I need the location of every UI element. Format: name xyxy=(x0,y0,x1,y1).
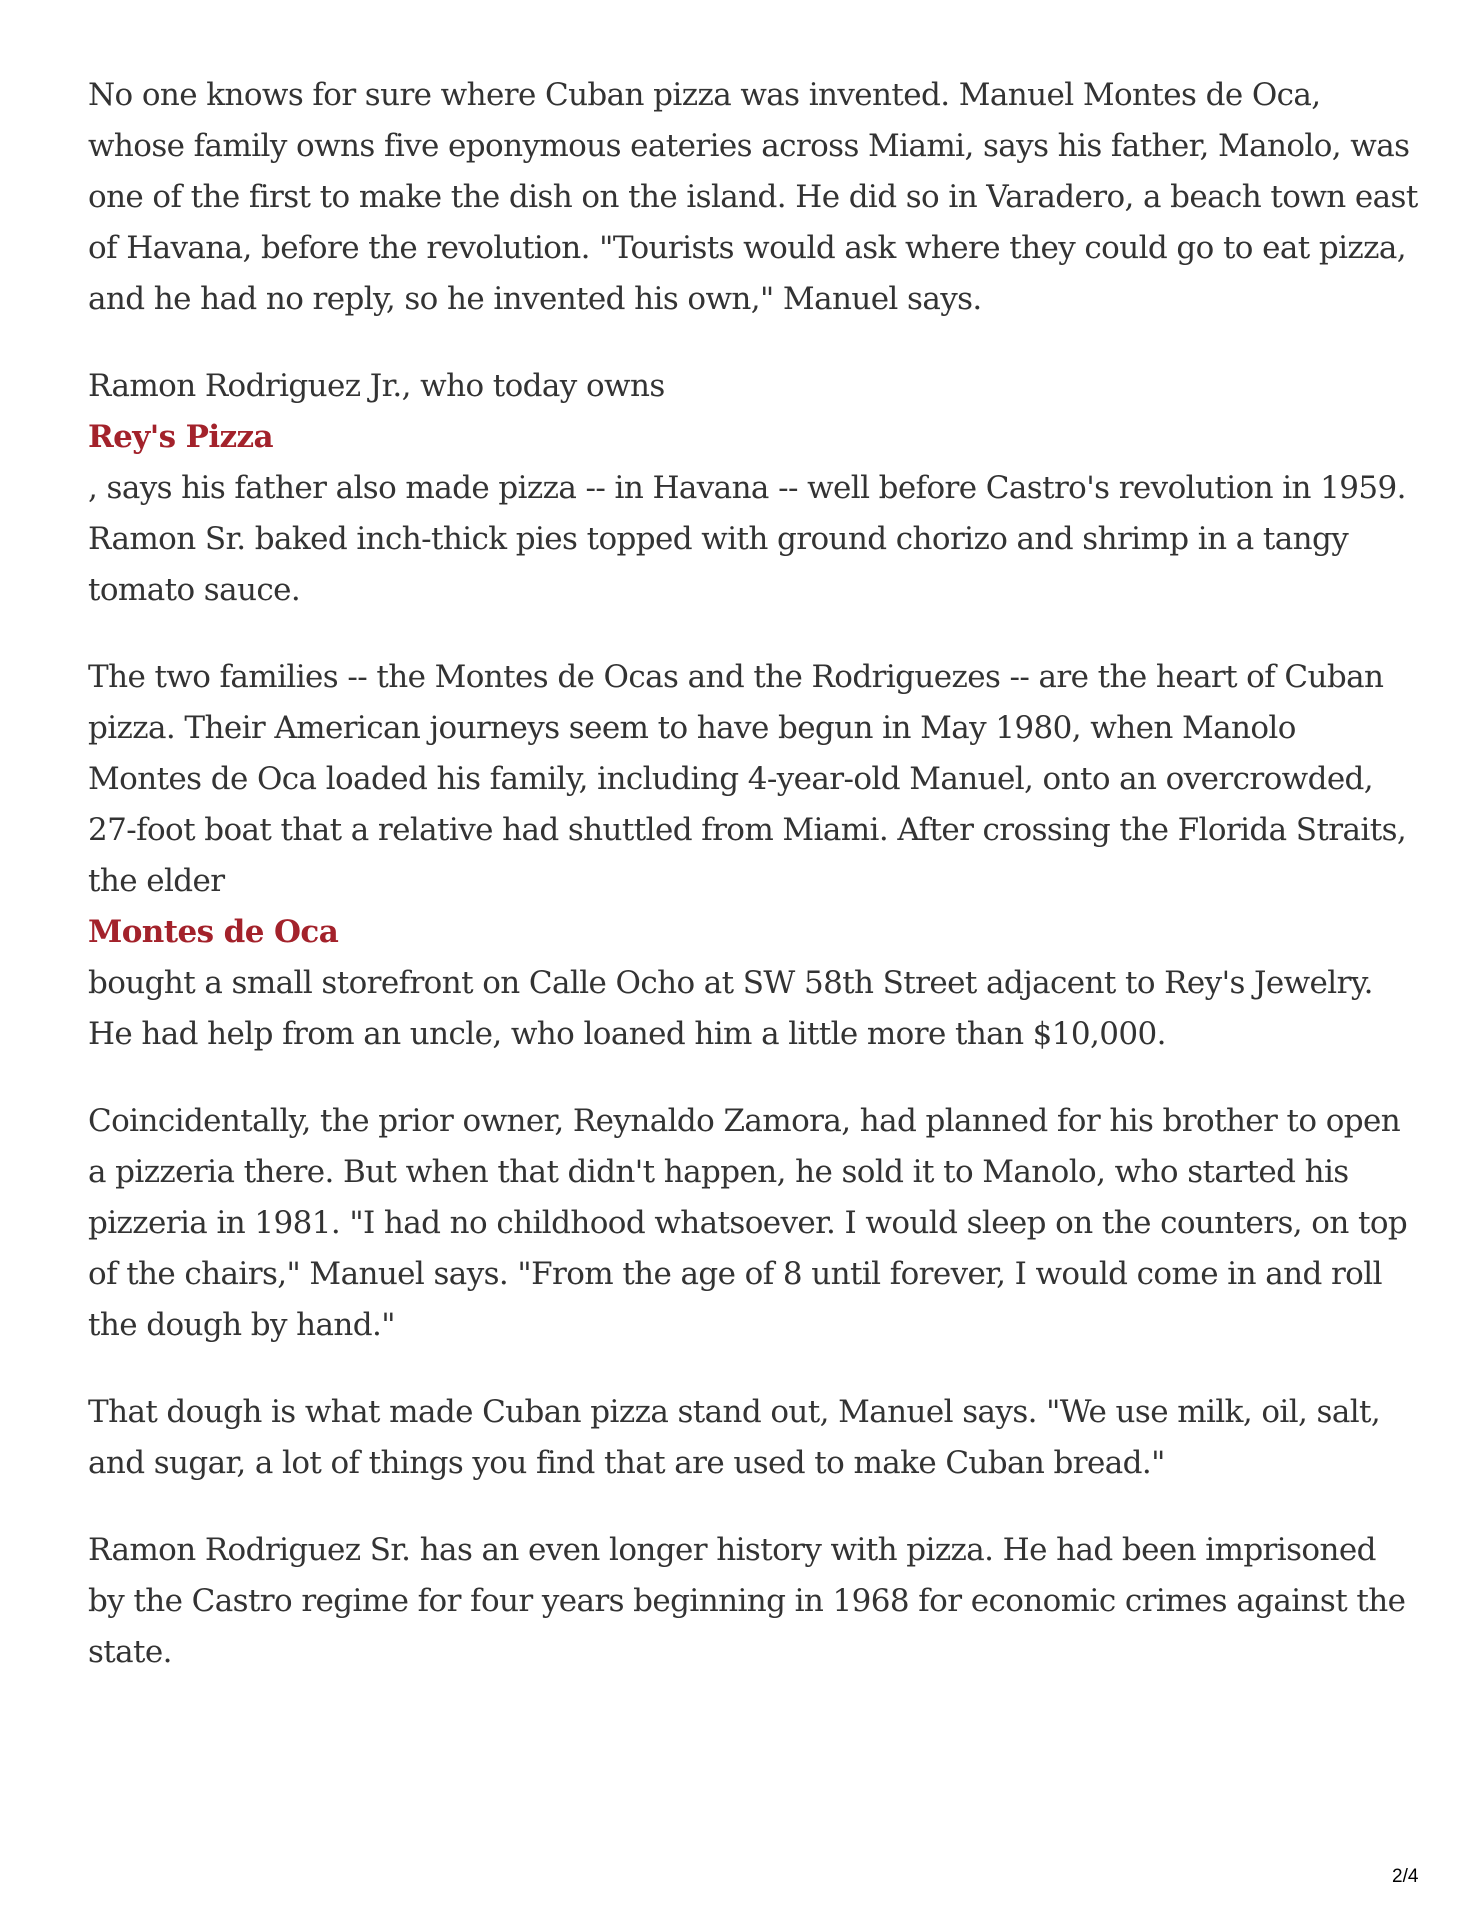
paragraph-text: , says his father also made pizza -- in Havana -- well before Castro's revolution in 1959. Ramon Sr. baked inch-thick pies topped with ground chorizo and shrimp in a tangy tomato sauce. xyxy=(88,470,1406,608)
page-number: 2/4 xyxy=(1392,1866,1419,1887)
paragraph-origin: No one knows for sure where Cuban pizza was invented. Manuel Montes de Oca, whose family owns five eponymous eateries across Miami, says his father, Manolo, was one of the first to make the dish on the island. He did so in Varadero, a beach town east of Havana, before the revolution. "Tourists would ask where they could go to eat pizza, and he had no reply, so he invented his own," Manuel says. xyxy=(88,77,1418,317)
paragraph-ramon-sr: Ramon Rodriguez Sr. has an even longer history with pizza. He had been imprisoned by the Castro regime for four years beginning in 1968 for economic crimes against the state. xyxy=(88,1532,1406,1670)
paragraph-text: Ramon Rodriguez Jr., who today owns xyxy=(88,368,665,404)
paragraph-two-families xyxy=(88,652,1418,1060)
paragraph-text: The two families -- the Montes de Ocas and the Rodriguezes -- are the heart of Cuban pizza. Their American journeys seem to have begun in May 1980, when Manolo Montes de Oca loaded his family, including 4-year-old Manuel, onto an overcrowded, 27-foot boat that a relative had shuttled from Miami. After crossing the Florida Straits, the elder xyxy=(88,659,1407,899)
paragraph-text: bought a small storefront on Calle Ocho at SW 58th Street adjacent to Rey's Jewelry. He had help from an uncle, who loaned him a little more than $10,000. xyxy=(88,965,1373,1052)
reys-pizza-link[interactable]: Rey's Pizza xyxy=(88,419,274,455)
paragraph-coincidentally: Coincidentally, the prior owner, Reynaldo Zamora, had planned for his brother to open a pizzeria there. But when that didn't happen, he sold it to Manolo, who started his pizzeria in 1981. "I had no childhood whatsoever. I would sleep on the counters, on top of the chairs," Manuel says. "From the age of 8 until forever, I would come in and roll the dough by hand." xyxy=(88,1103,1408,1343)
montes-de-oca-link[interactable]: Montes de Oca xyxy=(88,914,339,950)
paragraph-dough: That dough is what made Cuban pizza stand out, Manuel says. "We use milk, oil, salt, and sugar, a lot of things you find that are used to make Cuban bread." xyxy=(88,1394,1381,1481)
paragraph-reys-pizza xyxy=(88,361,1418,616)
article-body xyxy=(88,70,1418,1714)
